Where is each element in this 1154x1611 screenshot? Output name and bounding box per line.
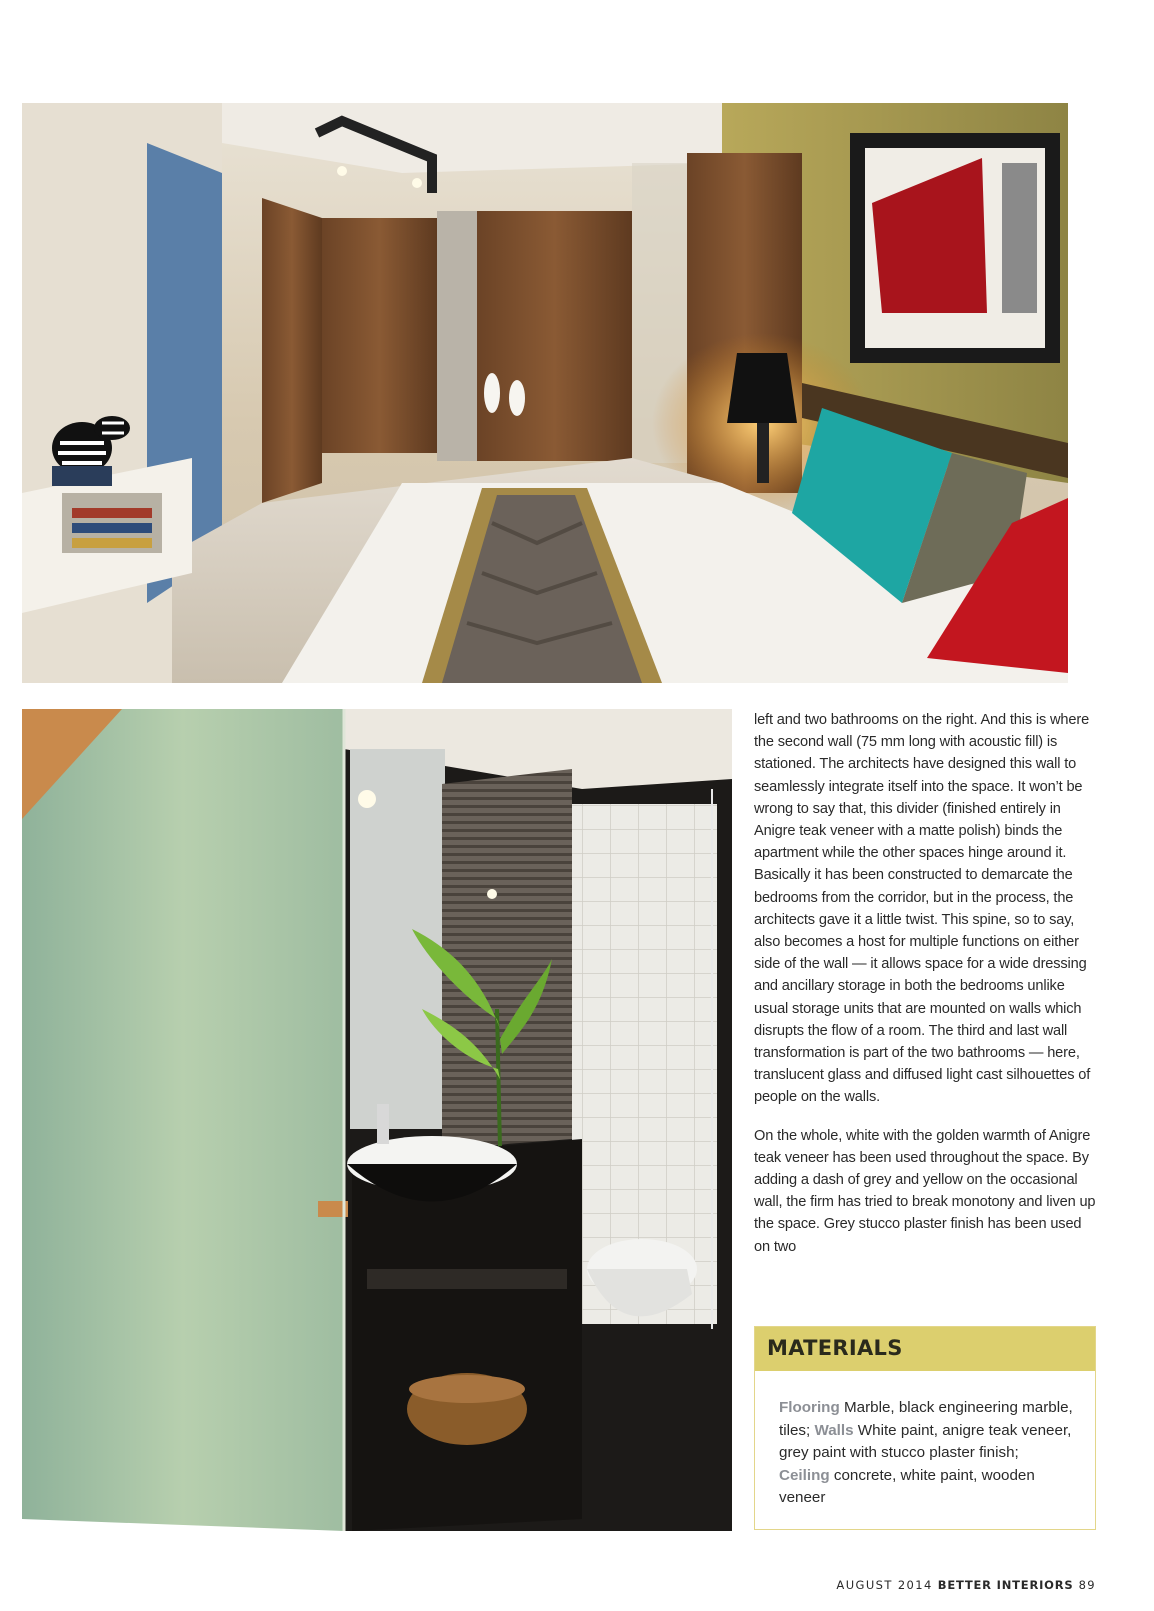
page-footer xyxy=(836,1578,1096,1592)
materials-walls-text: White paint, anigre teak veneer, grey paint with stucco plaster finish; xyxy=(779,1421,1072,1461)
bathroom-photo xyxy=(22,709,732,1531)
page-number: 89 xyxy=(1078,1578,1096,1592)
materials-heading: MATERIALS xyxy=(755,1327,1095,1371)
materials-ceiling-text: concrete, white paint, wooden veneer xyxy=(779,1466,1035,1506)
materials-list xyxy=(755,1371,1095,1510)
bathroom-illustration xyxy=(22,709,732,1531)
body-paragraph-1: left and two bathrooms on the right. And this is where the second wall (75 mm long with acoustic fill) is stationed. The architects have designed this wall to seamlessly integrate itself into the space. It won’t be wrong to say that, this divider (finished entirely in Anigre teak veneer with a matte polish) binds the apartment while the other spaces hinge around it. Basically it has been constructed to demarcate the bedrooms from the corridor, but in the process, the architects gave it a little twist. This spine, so to say, also becomes a host for multiple functions on either side of the wall — it allows space for a wide dressing and ancillary storage in both the bedrooms unlike usual storage units that are mounted on walls which disrupts the flow of a room. The third and last wall transformation is part of the two bathrooms — here, translucent glass and diffused light cast silhouettes of people on the walls. xyxy=(754,712,1091,1106)
materials-flooring-text: Marble, black engineering marble, tiles; xyxy=(779,1399,1073,1439)
bedroom-photo xyxy=(22,103,1068,683)
materials-walls-term: Walls xyxy=(814,1421,854,1439)
body-paragraph-2: On the whole, white with the golden warmth of Anigre teak veneer has been used throughout the space. By adding a dash of grey and yellow on the occasional wall, the firm has tried to break monotony and liven up the space. Grey stucco plaster finish has been used on two xyxy=(754,1127,1096,1255)
materials-flooring-term: Flooring xyxy=(779,1399,840,1416)
footer-publication: BETTER INTERIORS xyxy=(937,1578,1074,1592)
bedroom-illustration xyxy=(22,103,1068,683)
materials-box xyxy=(754,1326,1096,1530)
materials-ceiling-term: Ceiling xyxy=(779,1466,830,1484)
footer-date: AUGUST 2014 xyxy=(836,1578,933,1592)
article-body xyxy=(754,709,1099,1274)
